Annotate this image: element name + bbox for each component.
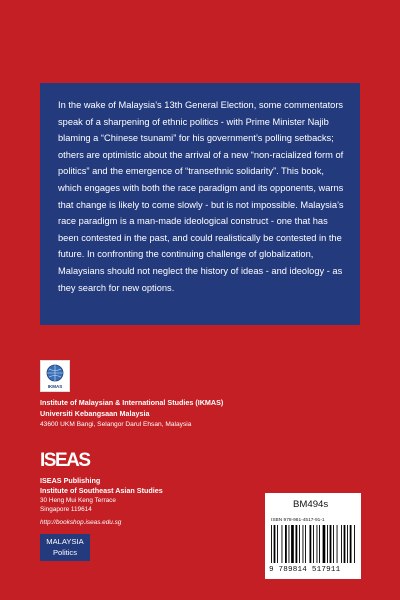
category-badge (40, 534, 90, 561)
iseas-city: Singapore 119614 (40, 506, 92, 514)
iseas-publishing: ISEAS Publishing (40, 476, 101, 485)
barcode-card (265, 493, 361, 579)
blurb-text: In the wake of Malaysia’s 13th General Election, some commentators speak of a sharpening of ethnic politics - with Prime Minister Najib blaming a “Chinese tsunami” for his government’s polling setbacks; others are optimistic about the arrival of a new “non-racialized form of politics” and the emergence of “transethnic solidarity”. This book, which engages with both the race paradigm and its opponents, warns that change is likely to come slowly - but is not impossible. Malaysia’s race paradigm is a man-made ideological construct - one that has been contested in the past, and could realistically be contested in the future. In confronting the continuing challenge of globalization, Malaysians should not neglect the history of ideas - and ideology - as they search for new options. (58, 100, 344, 293)
iseas-street: 30 Heng Mui Keng Terrace (40, 497, 116, 504)
iseas-logo: ISEAS (40, 450, 90, 471)
isbn-label: ISBN 978-981-4517-91-1 (271, 518, 325, 523)
ikmas-logo (40, 360, 70, 392)
category-line2: Politics (52, 547, 78, 557)
iseas-info (40, 476, 163, 527)
ikmas-address: 43600 UKM Bangi, Selangor Darul Ehsan, Malaysia (40, 421, 192, 428)
category-line1: MALAYSIA (46, 537, 84, 546)
blurb-panel (40, 83, 360, 325)
iseas-url: http://bookshop.iseas.edu.sg (40, 518, 122, 526)
isbn-number: 9 789814 517911 (269, 566, 341, 574)
bm-code: BM494s (293, 499, 329, 510)
iseas-institute: Institute of Southeast Asian Studies (40, 486, 163, 495)
ikmas-university: Universiti Kebangsaan Malaysia (40, 409, 150, 418)
ikmas-logo-text: IKMAS (47, 384, 63, 389)
globe-icon (42, 362, 68, 390)
barcode-icon (271, 525, 355, 565)
ikmas-name: Institute of Malaysian & International Studies (IKMAS) (40, 398, 224, 407)
ikmas-info (40, 397, 223, 430)
